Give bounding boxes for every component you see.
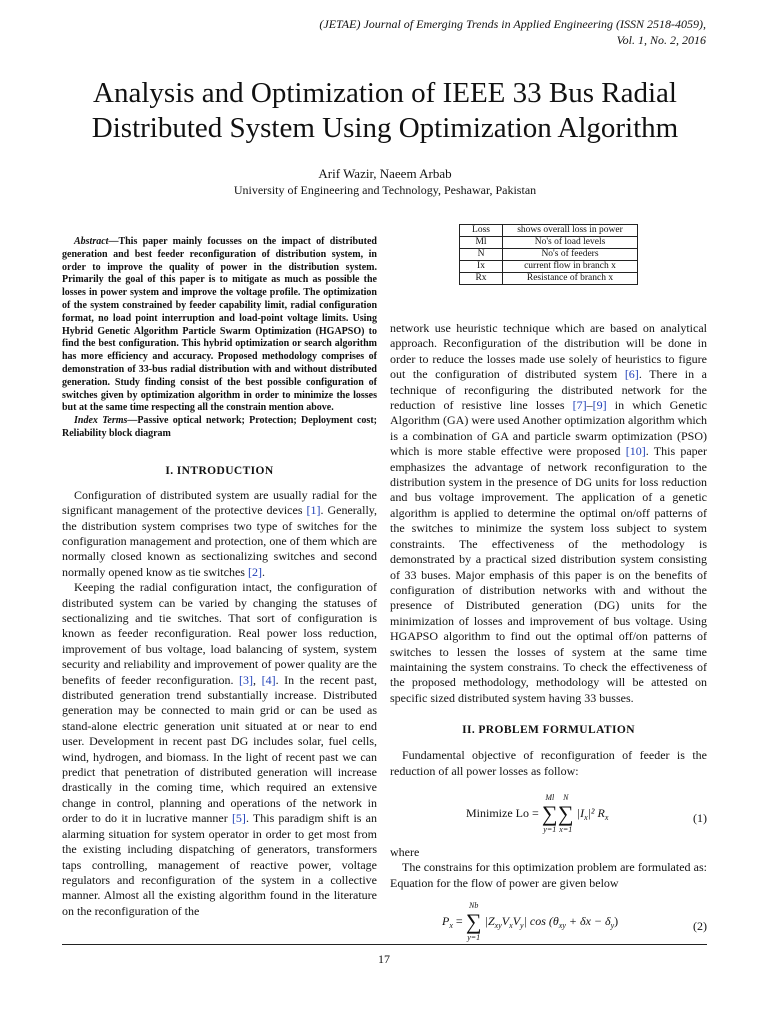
journal-line-1: (JETAE) Journal of Emerging Trends in Applied Engineering (ISSN 2518-4059), xyxy=(319,17,706,31)
equation-term: + δx − δ xyxy=(565,913,611,928)
summation-lower: x=1 xyxy=(559,824,573,834)
notation-description: No's of load levels xyxy=(503,237,638,249)
text-run: . This paradigm shift is an alarming situation for system operator in order to get most from the existing including dispatching of generators, transformers taps controlling, management of reactive power, voltage regulators and reconfiguration of the system in a collective manner. Almost all the existing algorithm found in the literature on the reconfiguration of the xyxy=(62,811,377,918)
text-run: in which Genetic Algorithm (GA) were used Another optimization algorithm which is a combination of GA and particle swarm optimization (PSO) which is more stable effective were proposed xyxy=(390,398,707,459)
equation-2-body xyxy=(442,901,619,943)
equation-2 xyxy=(390,901,707,949)
notation-row xyxy=(460,261,638,273)
problem-paragraph-1: Fundamental objective of reconfiguration of feeder is the reduction of all power losses as follow: xyxy=(390,748,707,778)
equation-subscript: y xyxy=(520,921,524,931)
equation-subscript: y xyxy=(610,921,615,931)
equation-term: V xyxy=(512,913,521,928)
equation-1-label: Minimize Lo = xyxy=(466,805,542,820)
equation-subscript: xy xyxy=(494,921,502,931)
equation-subscript: x xyxy=(604,813,609,823)
text-run: . Generally, the distribution system comprises two type of switches for the configuration management and protection, one of them which are normally closed known as sectionalizing switches and second normally opened know as tie switches xyxy=(62,503,377,579)
section-heading-introduction: I. INTRODUCTION xyxy=(165,464,274,477)
problem-paragraph-2: The constrains for this optimization problem are formulated as: Equation for the flow of power are given below xyxy=(390,860,707,890)
citation-link[interactable]: [4] xyxy=(261,672,276,687)
text-run: – xyxy=(586,398,593,413)
notation-row xyxy=(460,237,638,249)
notation-table xyxy=(459,224,638,285)
text-run: . xyxy=(261,564,265,579)
text-run: . In the recent past, distributed generation trend substantially increase. Distributed generation may be connected to main grid or can be used as stand-alone electric generation unit situated at or near to end user. Development in recent past DG includes solar, fuel cells, wind, hydrogen, and biomass. In the light of recent past we can predict that penetration of distributed generation will increase drastically in the coming time, which required an extensive change in control, planning and operations of the network in order to do it in lucrative manner xyxy=(62,672,377,826)
summation-symbol: ∑ Ml y=1 xyxy=(542,803,558,825)
equation-term: |Z xyxy=(484,913,495,928)
text-run: , xyxy=(253,672,262,687)
notation-description: No's of feeders xyxy=(503,249,638,261)
equation-term: = xyxy=(452,913,466,928)
summation-lower: y=1 xyxy=(543,824,557,834)
text-run: Keeping the radial configuration intact, the configuration of distributed system can be varied by changing the statuses of sectionalizing and tie switches. That sort of configuration is known as feeder reconfiguration. Real power loss reduction, improvement of bus voltage, load balancing of system, system security and reliability and improvement of power quality are the benefits of feeder reconfiguration. xyxy=(62,580,377,687)
equation-number: (2) xyxy=(693,919,707,934)
notation-description: Resistance of branch x xyxy=(503,273,638,285)
page-number: 17 xyxy=(378,952,390,966)
abstract xyxy=(62,236,377,415)
where-text: where xyxy=(390,844,420,859)
citation-link[interactable]: [7] xyxy=(572,398,587,413)
citation-link[interactable]: [6] xyxy=(624,367,639,382)
notation-symbol: Rx xyxy=(460,273,503,285)
citation-link[interactable]: [1] xyxy=(306,503,321,518)
summation-symbol: ∑ Nb y=1 xyxy=(466,911,482,933)
summation-upper: Ml xyxy=(545,792,555,802)
intro-paragraph-2 xyxy=(62,580,377,919)
text-run: . This paper emphasizes the advantage of network reconfiguration to the distribution system in the presence of DG units for loss reduction and bus voltage improvement. The application of a genetic algorithm is applied to determine the optimal on/off patterns of the switches to minimize the system loss subject to system constraints. The effectiveness of the methodology is demonstrated by a practical sized distribution system consisting of 33 buses. Major emphasis of this paper is on the benefits of configuration of distribution networks with and without the presence of Distributed generation (DG) units for the minimization of losses and improvement of bus voltage. Using HGAPSO algorithm to find out the optimal off/on patterns of switches to lessen the losses of system at the same time maintaining the system constrains. To check the effectiveness of the proposed methodology, methodology will be attested on specific sized distributed system having 33 busses. xyxy=(390,444,708,705)
notation-symbol: Ml xyxy=(460,237,503,249)
notation-symbol: N xyxy=(460,249,503,261)
notation-symbol: Ix xyxy=(460,261,503,273)
page-divider xyxy=(62,944,707,945)
intro-paragraph-1 xyxy=(62,488,377,580)
paper-title: Analysis and Optimization of IEEE 33 Bus Radial Distributed System Using Optimization Algorithm xyxy=(91,77,679,144)
text-run: . There in a technique of reconfiguring the distributed network for the reduction of resistive line losses xyxy=(390,367,707,413)
index-terms-lead: Index Terms xyxy=(74,415,128,427)
journal-line-2: Vol. 1, No. 2, 2016 xyxy=(616,33,706,47)
abstract-lead: Abstract xyxy=(74,236,109,247)
citation-link[interactable]: [10] xyxy=(625,444,646,459)
notation-row xyxy=(460,273,638,285)
equation-number: (1) xyxy=(693,810,707,825)
citation-link[interactable]: [9] xyxy=(592,398,607,413)
equation-term: |I xyxy=(576,805,585,820)
summation-lower: y=1 xyxy=(467,933,481,943)
citation-link[interactable]: [2] xyxy=(247,564,262,579)
equation-subscript: x xyxy=(584,813,588,823)
summation-upper: N xyxy=(563,792,569,802)
notation-table-body xyxy=(460,225,638,285)
notation-symbol: Loss xyxy=(460,225,503,237)
notation-row xyxy=(460,225,638,237)
journal-header xyxy=(206,16,706,48)
index-terms xyxy=(62,415,377,441)
text-run: Configuration of distributed system are usually radial for the significant management of the protective devices xyxy=(62,487,377,518)
summation-upper: Nb xyxy=(469,901,479,911)
equation-term: |² R xyxy=(587,805,605,820)
equation-term: P xyxy=(442,913,450,928)
affiliation: University of Engineering and Technology, Peshawar, Pakistan xyxy=(233,183,537,197)
citation-link[interactable]: [3] xyxy=(239,672,254,687)
equation-term: V xyxy=(501,913,510,928)
left-column xyxy=(62,236,377,919)
authors: Arif Wazir, Naeem Arbab xyxy=(318,166,452,181)
index-terms-text: —Passive optical network; Protection; Deployment cost; Reliability block diagram xyxy=(62,415,377,439)
equation-1 xyxy=(390,792,707,841)
right-paragraph-1 xyxy=(390,321,707,706)
equation-term: ) xyxy=(614,913,619,928)
abstract-text: —This paper mainly focusses on the impact of distributed generation and best feeder reconfiguration of distribution system, in order to improve the quality of power in the distribution system. Primarily the goal of this paper is to mitigate as much as possible the losses in power system and improve the voltage profile. The optimization of the system constrained by feeder capability limit, radial configuration format, no load point interruption and load-point voltage limits. Using Hybrid Genetic Algorithm Particle Swarm Optimization (HGAPSO) to find the best configuration. This hybrid optimization or search algorithm has more efficiency and accuracy. Proposed methodology comprises of demonstration of 33-bus radial distribution with and without distributed generation. Study finding consist of the best possible configuration of switches given by optimization algorithm in order to minimize the losses but at the same time respecting all the constrain mention above. xyxy=(62,236,377,414)
summation-symbol: ∑ N x=1 xyxy=(558,803,574,825)
equation-subscript: x xyxy=(449,921,453,931)
notation-description: shows overall loss in power xyxy=(503,225,638,237)
citation-link[interactable]: [5] xyxy=(231,811,246,826)
equation-subscript: xy xyxy=(558,921,566,931)
equation-term: | cos (θ xyxy=(523,913,559,928)
equation-subscript: x xyxy=(509,921,513,931)
right-column xyxy=(390,224,707,949)
equation-1-body xyxy=(466,792,609,834)
notation-row xyxy=(460,249,638,261)
section-heading-problem-formulation: II. PROBLEM FORMULATION xyxy=(462,724,635,737)
text-run: network use heuristic technique which are based on analytical approach. Reconfiguration of the distribution will be done in order to reduce the losses made use solely of heuristics to figure out the configuration of distributed system xyxy=(390,321,707,382)
notation-description: current flow in branch x xyxy=(503,261,638,273)
